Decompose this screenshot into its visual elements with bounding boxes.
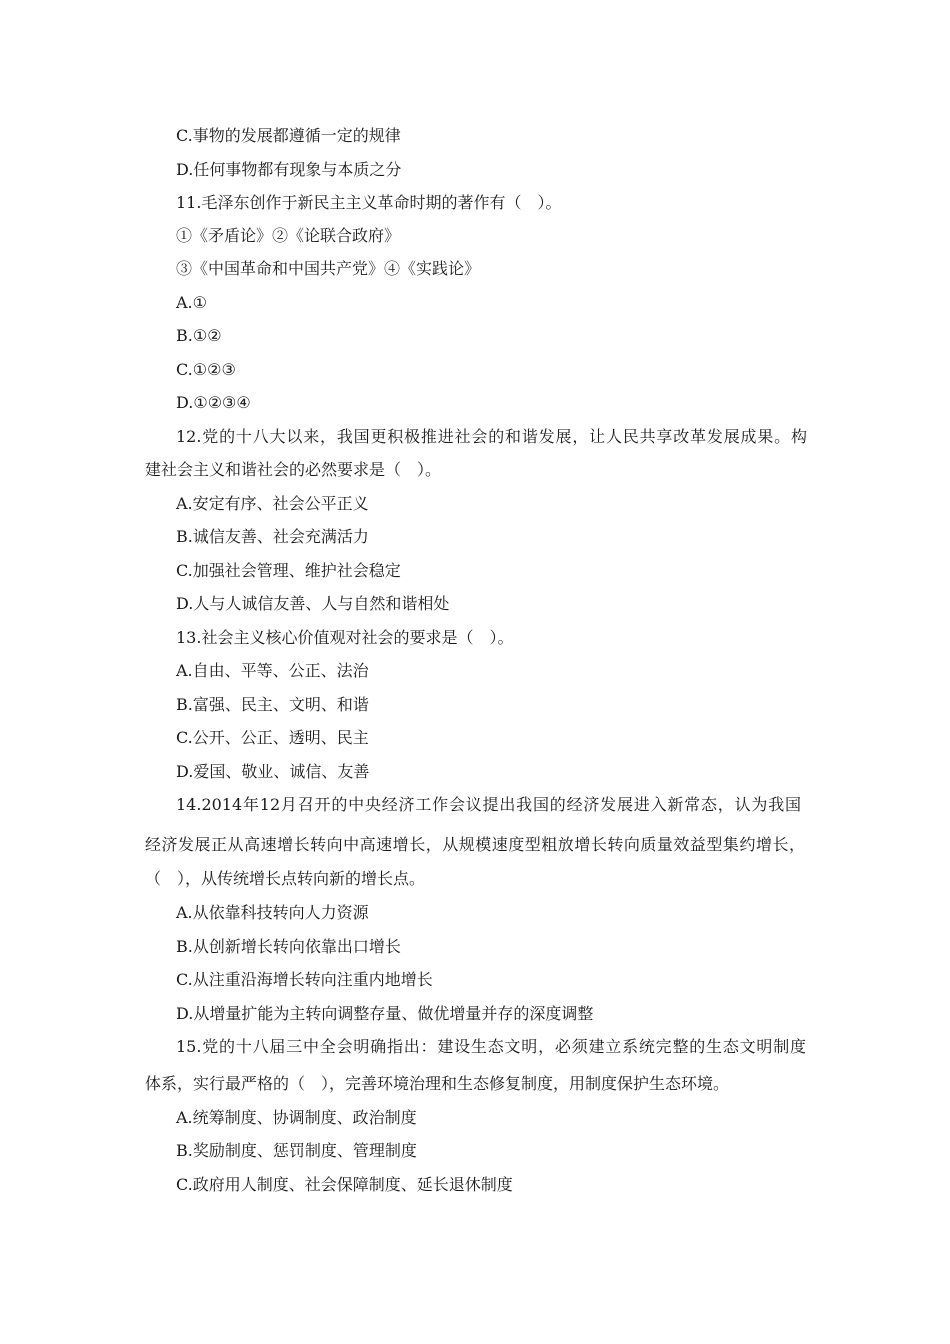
q11-option-a: A.① [176, 293, 207, 312]
q15-option-a: A.统筹制度、协调制度、政治制度 [176, 1108, 417, 1127]
q14-option-a: A.从依靠科技转向人力资源 [176, 903, 369, 922]
q12-stem-line-2: 建社会主义和谐社会的必然要求是（ ）。 [145, 460, 442, 479]
q13-option-b: B.富强、民主、文明、和谐 [176, 695, 369, 714]
q15-option-b: B.奖励制度、惩罚制度、管理制度 [176, 1141, 417, 1160]
q14-option-d: D.从增量扩能为主转向调整存量、做优增量并存的深度调整 [176, 1004, 594, 1023]
q13-option-d: D.爱国、敬业、诚信、友善 [176, 762, 370, 781]
q11-option-d: D.①②③④ [176, 393, 251, 412]
q15-stem-line-2: 体系，实行最严格的（ ），完善环境治理和生态修复制度，用制度保护生态环境。 [145, 1074, 730, 1093]
q10-option-c: C.事物的发展都遵循一定的规律 [176, 126, 401, 145]
q11-stem: 11.毛泽东创作于新民主主义革命时期的著作有（ ）。 [176, 193, 562, 212]
q11-item-3-4: ③《中国革命和中国共产党》④《实践论》 [176, 259, 481, 278]
q15-stem-line-1: 15.党的十八届三中全会明确指出：建设生态文明，必须建立系统完整的生态文明制度 [176, 1037, 806, 1056]
q12-option-d: D.人与人诚信友善、人与自然和谐相处 [176, 594, 450, 613]
q14-stem-line-2: 经济发展正从高速增长转向中高速增长，从规模速度型粗放增长转向质量效益型集约增长， [145, 835, 805, 854]
q14-option-c: C.从注重沿海增长转向注重内地增长 [176, 970, 433, 989]
q11-option-b: B.①② [176, 326, 222, 345]
q12-option-a: A.安定有序、社会公平正义 [176, 494, 369, 513]
q13-option-a: A.自由、平等、公正、法治 [176, 661, 369, 680]
q14-stem-line-3: （ ），从传统增长点转向新的增长点。 [145, 869, 426, 888]
q11-option-c: C.①②③ [176, 360, 236, 379]
q12-stem-line-1: 12.党的十八大以来，我国更积极推进社会的和谐发展，让人民共享改革发展成果。构 [176, 427, 807, 446]
q13-option-c: C.公开、公正、透明、民主 [176, 728, 369, 747]
q12-option-b: B.诚信友善、社会充满活力 [176, 527, 369, 546]
q12-option-c: C.加强社会管理、维护社会稳定 [176, 561, 401, 580]
q15-option-c: C.政府用人制度、社会保障制度、延长退休制度 [176, 1175, 513, 1194]
q11-item-1-2: ①《矛盾论》②《论联合政府》 [176, 226, 401, 245]
q13-stem: 13.社会主义核心价值观对社会的要求是（ ）。 [176, 628, 514, 647]
q14-option-b: B.从创新增长转向依靠出口增长 [176, 937, 401, 956]
q10-option-d: D.任何事物都有现象与本质之分 [176, 160, 402, 179]
q14-stem-line-1: 14.2014年12月召开的中央经济工作会议提出我国的经济发展进入新常态，认为我国 [176, 795, 801, 814]
